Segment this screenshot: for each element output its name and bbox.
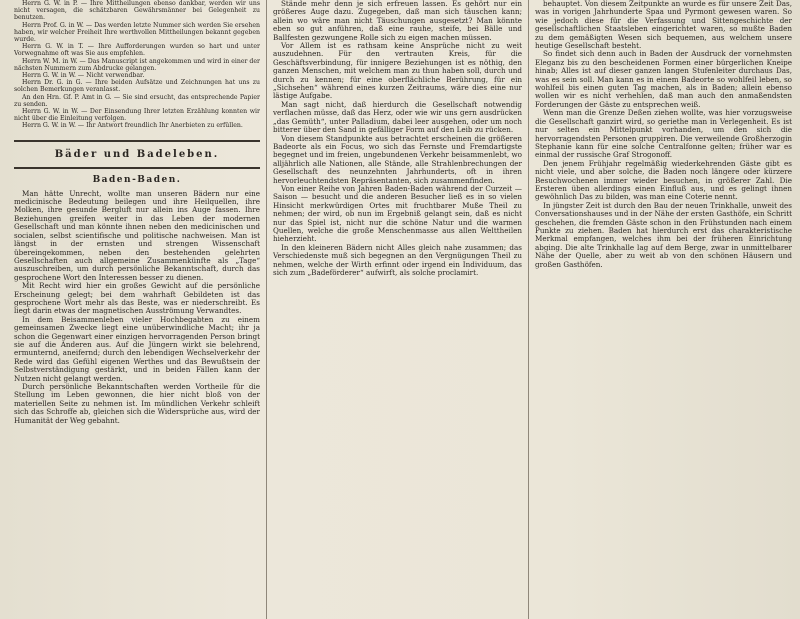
paragraph: Von diesem Standpunkte aus betrachtet erscheinen die größeren Badeorte als ein Focus, wo sich das Fernste und Fremdartigste begegnet und im freien, ungebundenen Verkehr beisammenlebt, wo alljährlich alle Nationen, alle Stände, alle Strahlenbrechungen der Gesellschaft des neunzehnten Jahrhunderts, oft in ihren hervorleuchtendsten Repräsentanten, sich zusammenfinden. bbox=[273, 133, 522, 185]
paragraph: In dem Beisammenleben vieler Hochbegabten zu einem gemeinsamen Zwecke liegt eine unüberwindliche Macht; ihr ja schon die Gegenwart einer einzigen hervorragenden Person bringt sie auf die Anderen aus. Auf die Jüngern wirkt sie belehrend, ermunternd, aneifernd; durch den lebendigen Wechselverkehr der Rede wird das Gefühl eigenen Werthes und das Bewußtsein der Selbstverständigung gestärkt, und in beiden Fällen kann der Nutzen nicht gelangt werden. bbox=[14, 314, 260, 383]
paragraph: Man sagt nicht, daß hierdurch die Gesellschaft notwendig verflachen müsse, daß das Herz, oder wie wir uns gern ausdrücken „das Gemüth“, unter Palladium, dabei leer ausgehen, oder um noch bitterer über den Sand in gefälliger Form auf den Leib zu rücken. bbox=[273, 99, 522, 135]
paragraph: Vor Allem ist es rathsam keine Ansprüche nicht zu weit auszudehnen. Für den vertrauten Kreis, für die Geschäftsverbindung, für innigere Beziehungen ist es nöthig, den ganzen Menschen, mit welchem man zu thun haben soll, durch und durch zu kennen; für eine oberflächliche Berührung, für ein „Sichsehen“ während eines kurzen Zeitraums, wäre dies eine nur lästige Aufgabe. bbox=[273, 41, 522, 101]
columns bbox=[14, 0, 792, 619]
correspondence-notices bbox=[14, 0, 260, 130]
paragraph: Man hätte Unrecht, wollte man unseren Bädern nur eine medicinische Bedeutung beilegen und ihre Heilquellen, ihre Molken, ihre gesunde Bergluft nur allein ins Auge fassen. Ihre Beziehungen greifen weiter in das Leben der modernen Gesellschaft und man könnte ihnen neben den medicinischen und socialen, selbst scientifische und politische nachweisen. Man ist längst in der ernsten und strengen Wissenschaft übereingekommen, neben den bestehenden gelehrten Gesellschaften auch allgemeine Zusammenkünfte als „Tage“ auszuschreiben, um durch persönliche Bekanntschaft, durch das gesprochene Wort den Interessen besser zu dienen. bbox=[14, 188, 260, 282]
column-2 bbox=[266, 0, 528, 619]
paragraph: behauptet. Von diesem Zeitpunkte an wurde es für unsere Zeit Das, was in vorigen Jahrhunderte Spaa und Pyrmont gewesen waren. So wie jedoch diese für die Verfassung und Sittengeschichte der gesellschaftlichen Staatsleben eingerichtet waren, so mußte Baden zu dem gemäßigten Wesen sich bequemen, aus welchem unsere heutige Gesellschaft besteht. bbox=[535, 0, 792, 51]
column-3 bbox=[528, 0, 792, 619]
paragraph: Mit Recht wird hier ein großes Gewicht auf die persönliche Erscheinung gelegt; bei dem wahrhaft Gebildeten ist das gesprochene Wort mehr als das Beste, was er niederschreibt. Es liegt darin etwas der magnetischen Ausströmung Verwandtes. bbox=[14, 281, 260, 316]
paragraph: Durch persönliche Bekanntschaften werden Vortheile für die Stellung im Leben gewonnen, die hier nicht bloß von der materiellen Seite zu nehmen ist. Im mündlichen Verkehr schleift sich das Schroffe ab, gleichen sich die Widersprüche aus, wird der Humanität der Weg gebahnt. bbox=[14, 382, 260, 425]
section-heading-box bbox=[14, 140, 260, 169]
section-title: Bäder und Badeleben. bbox=[54, 148, 220, 160]
paragraph: Stände mehr denn je sich erfreuen lassen. Es gehört nur ein größeres Auge dazu. Zugegeben, daß man sich täuschen kann; allein wo wäre man nicht Täuschungen ausgesetzt? Man könnte eben so gut anführen, daß eine rauhe, steife, bei Bälle und Ballfesten gezwungene Rolle sich zu eigen machen müssen. bbox=[273, 0, 522, 42]
paragraph: Wenn man die Grenze Deßen ziehen wollte, was hier vorzugsweise die Gesellschaft ganzirt wird, so geriethe man in Verlegenheit. Es ist nur selten ein Mittelpunkt vorhanden, um den sich die hervorragendsten Personen gruppiren. Die verweilende Großherzogin Stephanie kann für eine solche Centralfonne gelten; früher war es einmal der russische Graf Strogonoff. bbox=[535, 108, 792, 160]
notice: Herrn G. W. in P. — Ihre Mittheilungen ebenso dankbar, werden wir uns nicht versagen, die schätzbaren Gewährsmänner bei Gelegenheit zu benutzen. bbox=[14, 0, 260, 22]
notice: Herrn Prof. G. in W. — Das werden letzte Nummer sich werden Sie ersehen haben, wir welcher Freiheit Ihre werthvollen Mittheilungen bekannt gegeben wurde. bbox=[14, 21, 260, 44]
paragraph: So findet sich denn auch in Baden der Ausdruck der vornehmsten Eleganz bis zu den bescheidenen Formen einer bürgerlichen Kneipe hinab; Alles ist auf dieser ganzen langen Stufenleiter durchaus Das, was es sein soll. Man kann es in einem Badeorte so wohlfeil leben, so wohlfeil bis einen guten Tag machen, als in Baden; allein ebenso wollen wir es nicht verhehlen, daß man auch den anmaßendsten Forderungen der Gäste zu entsprechen weiß. bbox=[535, 49, 792, 109]
paragraph: In den kleineren Bädern nicht Alles gleich nahe zusammen; das Verschiedenste muß sich begegnen an den Vergnügungen Theil zu nehmen, welche der Wirth erfinnt oder irgend ein Individuum, das sich zum „Badeförderer“ aufwirft, als solche proclamirt. bbox=[273, 242, 522, 277]
paragraph: Den jenem Frühjahr regelmäßig wiederkehrenden Gäste gibt es nicht viele, und aber solche, die Baden noch längere oder kürzere Besuchwochenen immer wieder besuchen, in größerer Zahl. Die Ersteren üben allerdings einen Einfluß aus, und es gelingt ihnen gewöhnlich Das zu bilden, was man eine Coterie nennt. bbox=[535, 158, 792, 202]
notice: An den Hrn. Gf. P. Amt in G. — Sie sind ersucht, das entsprechende Papier zu senden. bbox=[14, 93, 260, 108]
paragraph: In jüngster Zeit ist durch den Bau der neuen Trinkhalle, unweit des Conversationshauses und in der Nähe der ersten Gasthöfe, ein Schritt geschehen, die fremden Gäste schon in den Frühstunden nach einem Punkte zu ziehen. Baden hat hierdurch erst das charakteristische Merkmal empfangen, welches ihm bei der früheren Einrichtung abging. Die alte Trinkhalle lag auf dem Berge, zwar in unmittelbarer Nähe der Quelle, aber zu weit ab von den schönen Häusern und großen Gasthöfen. bbox=[535, 200, 792, 269]
notice: Herrn G. W. in W. — Ihr Antwort freundlich Ihr Anerbieten zu erfüllen. bbox=[22, 122, 243, 130]
notice: Herrn Dr. G. in G. — Ihre beiden Aufsätze und Zeichnungen hat uns zu solchen Bemerkungen veranlasst. bbox=[14, 79, 260, 94]
article-title: Baden-Baden. bbox=[92, 174, 182, 185]
notice: Herrn G. W. in T. — Ihre Aufforderungen wurden so hart und unter Vorwegnahme oft was Sie aus empfehlen. bbox=[14, 43, 260, 58]
notice: Herrn W. M. in W. — Das Manuscript ist angekommen und wird in einer der nächsten Nummern zum Abdrucke gelangen. bbox=[14, 57, 260, 72]
column-1 bbox=[14, 0, 266, 619]
paragraph: Von einer Reihe von Jahren Baden-Baden während der Curzeit — Saison — besucht und die anderen Besucher ließ es in so vielen Hinsicht merkwürdigen Ortes mit fruchtbarer Muße Theil zu nehmen; der wird, ob nun im Ergebniß gelangt sein, daß es nicht nur das Spiel ist, nicht nur die schöne Natur und die warmen Quellen, welche die große Menschenmasse aus allen Welttheilen hieherzieht. bbox=[273, 183, 522, 244]
notice: Herrn G. W. in W. — Der Einsendung Ihrer letzten Erzählung konnten wir nicht über die Einleitung verfolgen. bbox=[14, 108, 260, 123]
notice: Herrn G. W. in W. — Nicht verwendbar. bbox=[22, 72, 145, 80]
